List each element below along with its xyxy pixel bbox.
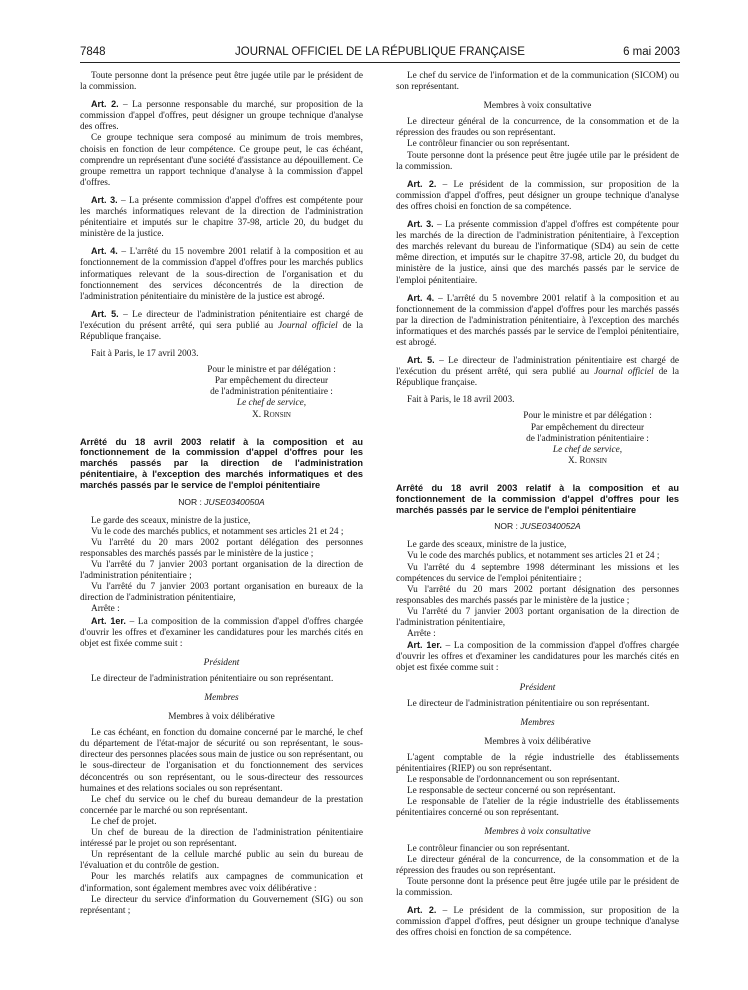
- visa: Vu l'arrêté du 7 janvier 2003 portant organisation de la direction de l'administration pénitentiaire,: [396, 606, 679, 629]
- member-entry: Le directeur général de la concurrence, de la consommation et de la répression des fraudes ou son représentant.: [396, 854, 679, 876]
- visa: Le garde des sceaux, ministre de la justice,: [91, 515, 251, 526]
- article-2: [396, 905, 679, 939]
- article-label: Art. 1er.: [91, 615, 126, 626]
- member-entry: Le chef du service ou le chef du bureau demandeur de la prestation concernée par le marché ou son représentant.: [80, 794, 363, 816]
- journal-reference: Journal officiel: [278, 320, 338, 331]
- deliberative-heading: Membres à voix délibérative: [484, 736, 591, 747]
- consultative-heading: Membres à voix consultative: [483, 101, 592, 112]
- done-at: Fait à Paris, le 17 avril 2003.: [91, 349, 199, 360]
- nor-reference: [80, 497, 363, 508]
- visa: Vu l'arrêté du 20 mars 2002 portant délégation des personnes responsables des marchés passés par le ministère de la justice ;: [80, 537, 363, 559]
- member-entry: Pour les marchés relatifs aux campagnes de communication et d'information, sont également membres avec voix délibérative :: [80, 872, 363, 894]
- article-3: [80, 195, 363, 240]
- right-column: [396, 71, 679, 939]
- article-5: [80, 309, 363, 343]
- president-heading: Président: [203, 657, 240, 668]
- signature-line: Par empêchement du directeur: [214, 376, 329, 387]
- member-entry: Le contrôleur financier ou son représentant.: [407, 139, 570, 150]
- signature-line: Par empêchement du directeur: [530, 422, 645, 433]
- signature-block: [396, 411, 679, 466]
- visa: Vu l'arrêté du 7 janvier 2003 portant organisation de la direction de l'administration pénitentiaire ;: [80, 560, 363, 582]
- signature-block: [80, 365, 363, 420]
- visa: Vu le code des marchés publics, et notamment ses articles 21 et 24 ;: [407, 551, 660, 562]
- article-text: – La composition de la commission d'appel d'offres chargée d'ouvrir les offres et d'examiner les candidatures pour les marchés cités en objet est fixée comme suit :: [396, 641, 679, 674]
- article-text: – Le président de la commission, sur proposition de la commission d'appel d'offres, peut désigner un groupe technique d'analyse des offres choisi en fonction de sa compétence.: [396, 179, 679, 212]
- member-entry: Le directeur du service d'information du Gouvernement (SIG) ou son représentant ;: [80, 894, 363, 916]
- article-text: – Le président de la commission, sur proposition de la commission d'appel d'offres, peut désigner un groupe technique d'analyse des offres choisi en fonction de sa compétence.: [396, 906, 679, 939]
- article-4: [80, 246, 363, 302]
- member-entry: Un représentant de la cellule marché public au sein du bureau de l'évaluation et du contrôle de gestion.: [80, 850, 363, 872]
- paragraph: Le directeur de l'administration pénitentiaire ou son représentant.: [407, 698, 650, 709]
- journal-reference: Journal officiel: [594, 367, 654, 378]
- visa: Vu le code des marchés publics, et notamment ses articles 21 et 24 ;: [91, 526, 344, 537]
- member-entry: Le chef du service de l'information et de la communication (SICOM) ou son représentant.: [396, 71, 679, 93]
- members-heading: Membres: [520, 717, 555, 728]
- arrete-heading: Arrête :: [91, 604, 120, 615]
- signature-line: de l'administration pénitentiaire :: [210, 387, 333, 398]
- article-label: Art. 4.: [91, 246, 118, 257]
- paragraph: Toute personne dont la présence peut être jugée utile par le président de la commission.: [80, 71, 363, 93]
- article-text: – La personne responsable du marché, sur proposition de la commission d'appel d'offres, peut désigner un groupe technique d'analyse des offres.: [80, 100, 363, 133]
- paragraph: Le directeur de l'administration pénitentiaire ou son représentant.: [91, 673, 334, 684]
- nor-label: NOR :: [494, 521, 521, 532]
- president-heading: Président: [519, 682, 556, 693]
- member-entry: L'agent comptable de la régie industrielle des établissements pénitentiaires (RIEP) ou son représentant.: [396, 752, 679, 774]
- decree-title: Arrêté du 18 avril 2003 relatif à la composition et au fonctionnement de la commission d'appel d'offres pour les marchés passés par la direction de l'administration pénitentiaire, à l'exception des marchés informatiques et des marchés passés par le service de l'emploi pénitentiaire: [80, 436, 363, 490]
- article-5: [396, 355, 679, 389]
- article-label: Art. 2.: [407, 178, 437, 189]
- article-1: [396, 640, 679, 674]
- done-at: Fait à Paris, le 18 avril 2003.: [407, 395, 515, 406]
- article-text: – La présente commission d'appel d'offres est compétente pour les marchés de la direction de l'administration pénitentiaire, à l'exception des marchés relevant du bureau de l'informatique (SD4) au sein de cette même direction, et imputés sur le chapitre 37-98, article 20, du budget du ministère de la justice, ainsi que des marchés passés par le service de l'emploi pénitentiaire.: [396, 220, 679, 286]
- article-1: [80, 616, 363, 650]
- signature-line: Pour le ministre et par délégation :: [207, 365, 336, 376]
- visa: Le garde des sceaux, ministre de la justice,: [407, 540, 567, 551]
- article-text: – La composition de la commission d'appel d'offres chargée d'ouvrir les offres et d'examiner les candidatures pour les marchés cités en objet est fixée comme suit :: [80, 616, 363, 649]
- article-label: Art. 2.: [407, 905, 437, 916]
- issue-date: 6 mai 2003: [623, 46, 680, 58]
- member-entry: Le responsable de l'ordonnancement ou son représentant.: [407, 775, 620, 786]
- member-entry: Le chef de projet.: [91, 816, 157, 827]
- signatory-name: X. Ronsin: [252, 409, 291, 420]
- visa: Vu l'arrêté du 20 mars 2002 portant désignation des personnes responsables des marchés passés par le ministère de la justice ;: [396, 584, 679, 606]
- article-label: Art. 3.: [91, 194, 118, 205]
- member-entry: Toute personne dont la présence peut être jugée utile par le président de la commission.: [396, 150, 679, 172]
- signature-line: Pour le ministre et par délégation :: [523, 411, 652, 422]
- member-entry: Un chef de bureau de la direction de l'administration pénitentiaire intéressé par le projet ou son représentant.: [80, 828, 363, 850]
- consultative-heading: Membres à voix consultative: [484, 827, 591, 838]
- article-text: – La présente commission d'appel d'offres est compétente pour les marchés informatiques relevant de la direction de l'administration pénitentiaire et imputés sur le chapitre 37-98, article 20, du budget du ministère de la justice.: [80, 195, 363, 240]
- nor-reference: [396, 521, 679, 532]
- visa: Vu l'arrêté du 7 janvier 2003 portant organisation en bureaux de la direction de l'administration pénitentiaire,: [80, 582, 363, 604]
- member-entry: Toute personne dont la présence peut être jugée utile par le président de la commission.: [396, 876, 679, 898]
- article-text: – L'arrêté du 15 novembre 2001 relatif à la composition et au fonctionnement de la commission d'appel d'offres pour les marchés publics informatiques relevant de la sous-direction de l'organisation et du fonctionnement des services déconcentrés de la direction de l'administration pénitentiaire du ministère de la justice est abrogé.: [80, 247, 364, 302]
- article-text: de la République française.: [80, 320, 363, 342]
- nor-code: JUSE0340052A: [520, 521, 581, 532]
- member-entry: Le responsable de l'atelier de la régie industrielle des établissements pénitentiaires concerné ou son représentant.: [396, 797, 679, 819]
- signatory-role: Le chef de service,: [552, 444, 623, 455]
- article-label: Art. 5.: [407, 355, 435, 366]
- article-label: Art. 5.: [91, 308, 119, 319]
- article-label: Art. 1er.: [407, 640, 442, 651]
- article-label: Art. 2.: [91, 99, 119, 110]
- page-number: 7848: [80, 46, 106, 58]
- article-label: Art. 4.: [407, 292, 435, 303]
- article-text: – Le directeur de l'administration pénitentiaire est chargé de l'exécution du présent arrêté, qui sera publié au: [80, 309, 363, 331]
- visa: Vu l'arrêté du 4 septembre 1998 déterminant les missions et les compétences du service de l'emploi pénitentiaire ;: [396, 562, 679, 584]
- page-header: [80, 46, 680, 63]
- member-entry: Le contrôleur financier ou son représentant.: [407, 843, 570, 854]
- signature-line: de l'administration pénitentiaire :: [526, 433, 649, 444]
- members-heading: Membres: [204, 693, 239, 704]
- article-2: [396, 179, 679, 213]
- left-column: [80, 71, 363, 917]
- arrete-heading: Arrête :: [407, 629, 436, 640]
- article-2: [80, 99, 363, 133]
- nor-code: JUSE0340050A: [204, 496, 265, 507]
- signatory-name: X. Ronsin: [568, 455, 607, 466]
- signatory-role: Le chef de service,: [236, 398, 307, 409]
- journal-title: JOURNAL OFFICIEL DE LA RÉPUBLIQUE FRANÇAISE: [235, 46, 525, 58]
- article-text: de la République française.: [396, 367, 679, 389]
- article-text: – Le directeur de l'administration pénitentiaire est chargé de l'exécution du présent arrêté, qui sera publié au: [396, 356, 679, 378]
- nor-label: NOR :: [178, 496, 205, 507]
- member-entry: Le directeur général de la concurrence, de la consommation et de la répression des fraudes ou son représentant.: [396, 117, 679, 139]
- decree-title: Arrêté du 18 avril 2003 relatif à la composition et au fonctionnement de la commission d'appel d'offres pour les marchés passés par le service de l'emploi pénitentiaire: [396, 482, 679, 515]
- member-entry: Le cas échéant, en fonction du domaine concerné par le marché, le chef du département de l'état-major de sécurité ou son représentant, le sous-directeur des personnes placées sous main de justice ou son représentant, ou le sous-directeur de l'organisation et du fonctionnement des services déconcentrés ou son représentant, ou le sous-directeur des ressources humaines et des relations sociales ou son représentant.: [80, 728, 363, 794]
- article-4: [396, 293, 679, 349]
- article-text: – L'arrêté du 5 novembre 2001 relatif à la composition et au fonctionnement de la commission d'appel d'offres pour les marchés passés par la direction de l'administration pénitentiaire, à l'exception des marchés informatiques et des marchés passés par le service de l'emploi pénitentiaire, est abrogé.: [396, 293, 679, 348]
- paragraph: Ce groupe technique sera composé au minimum de trois membres, choisis en fonction de leur compétence. Ce groupe peut, le cas échéant, comprendre un représentant d'une société d'assistance au dépouillement. Ce groupe remettra un rapport technique d'analyse à la commission d'appel d'offres.: [80, 133, 363, 188]
- member-entry: Le responsable de secteur concerné ou son représentant.: [407, 786, 616, 797]
- deliberative-heading: Membres à voix délibérative: [168, 712, 275, 723]
- article-3: [396, 219, 679, 287]
- article-label: Art. 3.: [407, 219, 434, 230]
